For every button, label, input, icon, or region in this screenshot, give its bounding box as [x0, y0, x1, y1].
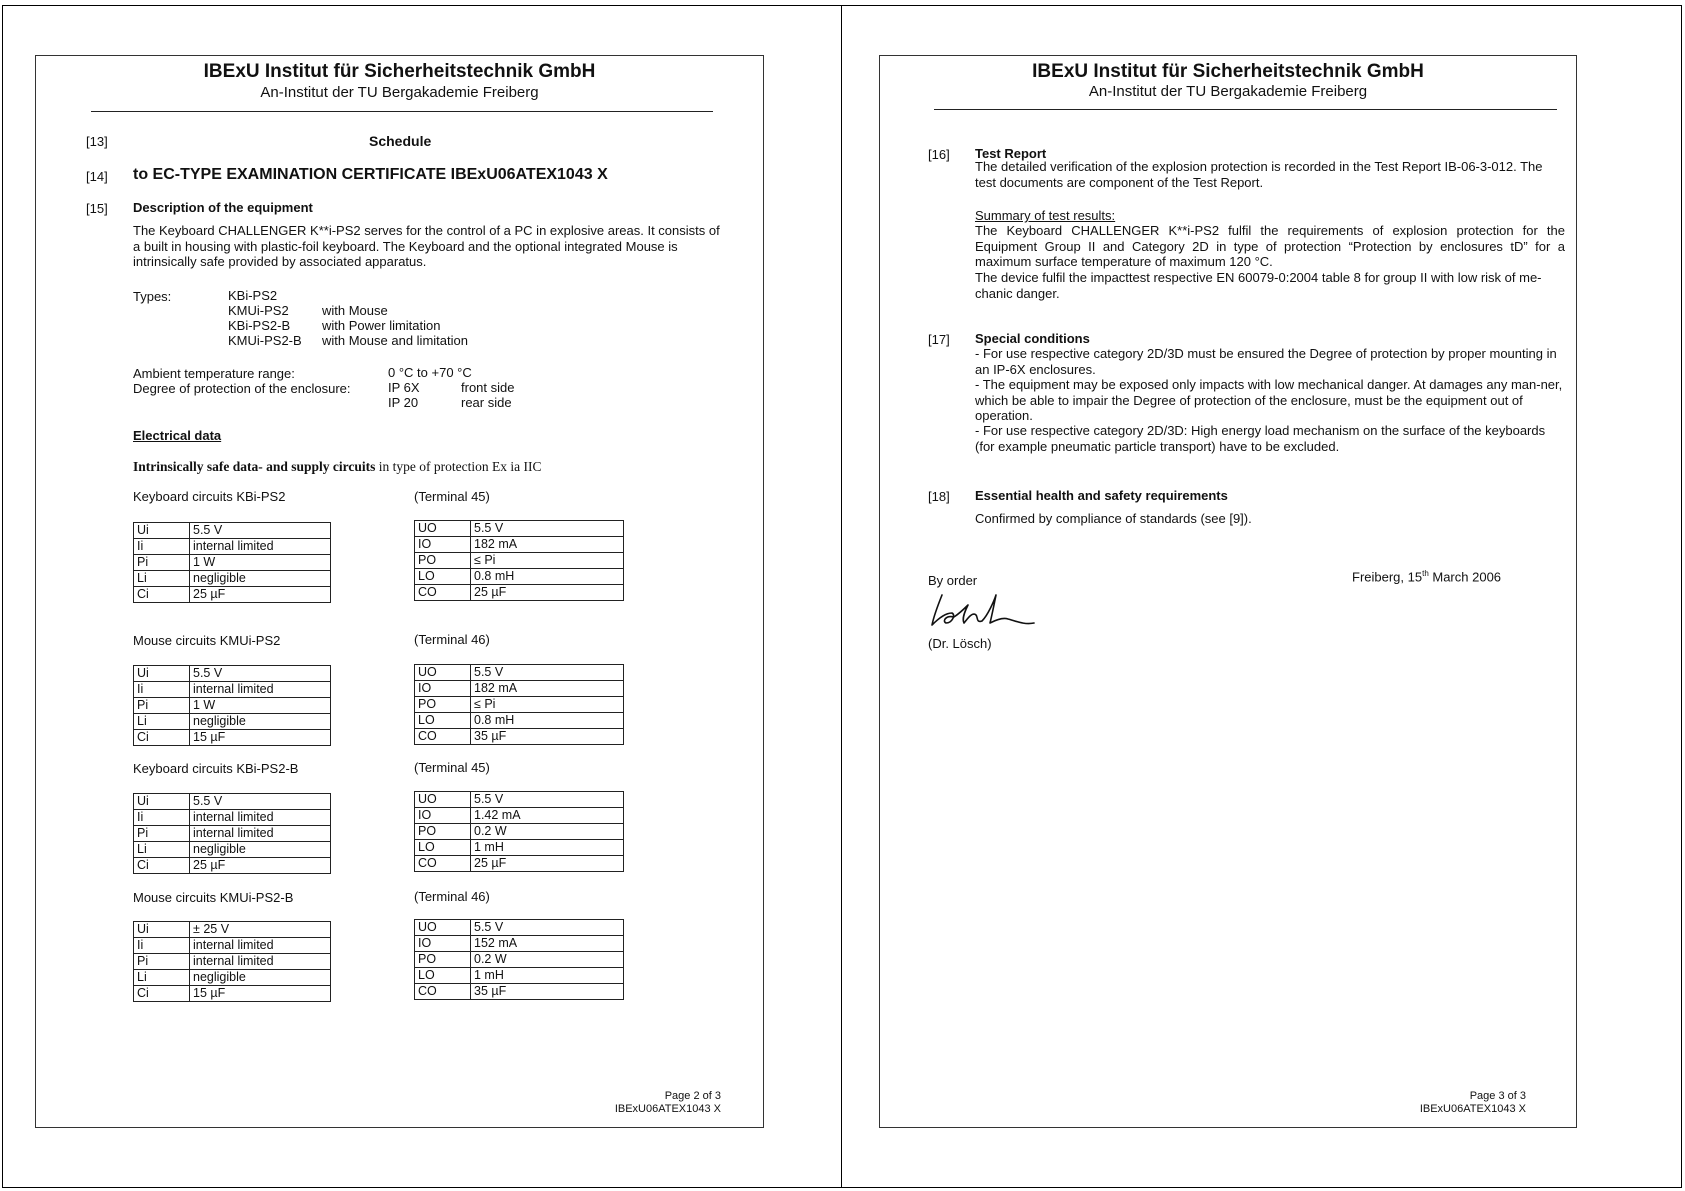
type-row [228, 288, 277, 303]
param-value: 5.5 V [471, 665, 624, 681]
section-number-16: [16] [928, 147, 950, 162]
output-table [414, 791, 624, 872]
table-row [415, 840, 624, 856]
param-value: internal limited [190, 810, 331, 826]
intrinsic-line [133, 459, 542, 475]
table-row [134, 730, 331, 746]
param-value: 182 mA [471, 537, 624, 553]
param-value: 0.2 W [471, 952, 624, 968]
table-row [134, 970, 331, 986]
type-row [228, 318, 290, 333]
param-name: PO [415, 697, 471, 713]
table-row [415, 968, 624, 984]
circuit-terminal: (Terminal 45) [414, 489, 490, 504]
essential-requirements-text: Confirmed by compliance of standards (see [9]). [975, 511, 1252, 526]
test-report-text: The detailed verification of the explosion protection is recorded in the Test Report IB-06-3-012. The test documents are component of the Test Report. [975, 159, 1543, 190]
schedule-title: Schedule [369, 133, 432, 149]
type-note: with Power limitation [322, 318, 441, 333]
param-name: LO [415, 840, 471, 856]
footer-page-number: Page 3 of 3 [1469, 1090, 1526, 1102]
section-number-13: [13] [86, 134, 108, 149]
table-row [134, 938, 331, 954]
types-label: Types: [133, 289, 172, 304]
page-footer [615, 1090, 721, 1116]
param-name: LO [415, 968, 471, 984]
param-value: 25 µF [190, 587, 331, 603]
param-name: PO [415, 553, 471, 569]
param-name: Ui [134, 666, 190, 682]
date-suffix: March 2006 [1428, 569, 1502, 585]
circuit-title: Keyboard circuits KBi-PS2 [133, 489, 286, 504]
type-note: with Mouse and limitation [322, 333, 468, 348]
type-name: KMUi-PS2-B [228, 333, 302, 348]
param-name: UO [415, 920, 471, 936]
param-name: UO [415, 665, 471, 681]
param-value: 182 mA [471, 681, 624, 697]
table-row [415, 521, 624, 537]
param-value: negligible [190, 714, 331, 730]
param-value: internal limited [190, 954, 331, 970]
param-name: Ii [134, 539, 190, 555]
certificate-title: to EC-TYPE EXAMINATION CERTIFICATE IBExU06ATEX1043 X [133, 166, 608, 183]
special-condition-item: - The equipment may be exposed only impacts with low mechanical danger. At damages any man-ner, which be able to impair the Degree of protection of the enclosure, must be the equipment out of operation. [975, 377, 1563, 423]
table-row [415, 808, 624, 824]
param-name: Li [134, 842, 190, 858]
table-row [415, 537, 624, 553]
table-row [415, 824, 624, 840]
param-value: internal limited [190, 826, 331, 842]
type-name: KBi-PS2-B [228, 318, 291, 333]
ambient-label: Ambient temperature range: [133, 366, 295, 381]
param-name: CO [415, 856, 471, 872]
table-row [415, 585, 624, 601]
protection-side: rear side [461, 395, 512, 410]
summary-text: The Keyboard CHALLENGER K**i-PS2 fulfil the requirements of explosion protection for the Equipment Group II and Category 2D in type of protection “Protection by enclosures tD” for a maximum surface temperature of maximum 120 °C. [975, 223, 1565, 269]
param-value: 5.5 V [190, 666, 331, 682]
protection-side: front side [461, 380, 515, 395]
table-row [134, 682, 331, 698]
header-rule [934, 109, 1557, 110]
ambient-value: 0 °C to +70 °C [388, 365, 472, 380]
table-row [415, 665, 624, 681]
param-name: Pi [134, 698, 190, 714]
table-row [415, 952, 624, 968]
param-value: 25 µF [471, 856, 624, 872]
table-row [415, 984, 624, 1000]
table-row [134, 666, 331, 682]
param-value: 25 µF [190, 858, 331, 874]
table-row [415, 681, 624, 697]
institute-name: IBExU Institut für Sicherheitstechnik GmbH [1032, 61, 1424, 82]
section-number-14: [14] [86, 169, 108, 184]
param-name: UO [415, 792, 471, 808]
circuit-title: Mouse circuits KMUi-PS2 [133, 633, 281, 648]
output-table [414, 919, 624, 1000]
param-name: Pi [134, 555, 190, 571]
circuit-terminal: (Terminal 46) [414, 632, 490, 647]
table-row [134, 571, 331, 587]
table-row [134, 858, 331, 874]
input-table [133, 665, 331, 746]
param-value: 0.2 W [471, 824, 624, 840]
param-name: IO [415, 936, 471, 952]
param-name: Ci [134, 986, 190, 1002]
table-row [415, 553, 624, 569]
description-text: The Keyboard CHALLENGER K**i-PS2 serves for the control of a PC in explosive areas. It consists of a built in housing with plastic-foil keyboard. The Keyboard and the optional integrated Mouse is intrinsically safe provided by associated apparatus. [133, 223, 720, 269]
type-name: KBi-PS2 [228, 288, 278, 303]
table-row [134, 714, 331, 730]
param-value: negligible [190, 571, 331, 587]
param-value: 152 mA [471, 936, 624, 952]
circuit-title: Mouse circuits KMUi-PS2-B [133, 890, 294, 905]
param-name: PO [415, 824, 471, 840]
header-rule [91, 111, 713, 112]
table-row [134, 922, 331, 938]
section-number-15: [15] [86, 201, 108, 216]
page-divider [841, 5, 842, 1188]
param-value: 5.5 V [471, 920, 624, 936]
type-name: KMUi-PS2 [228, 303, 289, 318]
param-value: 1 mH [471, 840, 624, 856]
type-row [228, 333, 302, 348]
table-row [134, 986, 331, 1002]
param-name: Ui [134, 922, 190, 938]
table-row [134, 842, 331, 858]
by-order-label: By order [928, 573, 978, 588]
table-row [415, 729, 624, 745]
table-row [134, 810, 331, 826]
param-value: 5.5 V [471, 792, 624, 808]
param-value: 15 µF [190, 730, 331, 746]
param-value: 1 W [190, 555, 331, 571]
footer-certificate: IBExU06ATEX1043 X [1419, 1103, 1526, 1115]
param-value: 35 µF [471, 984, 624, 1000]
protection-label: Degree of protection of the enclosure: [133, 381, 351, 396]
type-note: with Mouse [322, 303, 388, 318]
electrical-heading: Electrical data [133, 428, 222, 443]
param-name: Li [134, 714, 190, 730]
param-name: Pi [134, 954, 190, 970]
param-name: CO [415, 729, 471, 745]
output-table [414, 664, 624, 745]
param-value: 0.8 mH [471, 569, 624, 585]
param-value: ≤ Pi [471, 553, 624, 569]
param-value: internal limited [190, 682, 331, 698]
date-ordinal: th [1422, 569, 1429, 578]
param-value: 5.5 V [471, 521, 624, 537]
signer-name: (Dr. Lösch) [928, 636, 992, 651]
special-conditions-heading: Special conditions [975, 331, 1090, 346]
footer-page-number: Page 2 of 3 [664, 1090, 721, 1102]
section-number-18: [18] [928, 489, 950, 504]
param-value: 1.42 mA [471, 808, 624, 824]
param-name: IO [415, 681, 471, 697]
param-value: 5.5 V [190, 794, 331, 810]
table-row [415, 713, 624, 729]
param-name: IO [415, 537, 471, 553]
param-value: 1 mH [471, 968, 624, 984]
param-name: LO [415, 569, 471, 585]
protection-code: IP 20 [388, 395, 419, 410]
description-heading: Description of the equipment [133, 200, 313, 215]
param-value: 25 µF [471, 585, 624, 601]
table-row [134, 954, 331, 970]
param-name: Ci [134, 858, 190, 874]
param-name: Ii [134, 810, 190, 826]
table-row [134, 523, 331, 539]
param-value: 35 µF [471, 729, 624, 745]
param-value: internal limited [190, 539, 331, 555]
table-row [134, 826, 331, 842]
special-condition-item: - For use respective category 2D/3D: High energy load mechanism on the surface of the keyboards (for example pneumatic particle transport) have to be excluded. [975, 423, 1546, 454]
input-table [133, 921, 331, 1002]
circuit-terminal: (Terminal 45) [414, 760, 490, 775]
param-value: 1 W [190, 698, 331, 714]
table-row [415, 856, 624, 872]
param-value: 0.8 mH [471, 713, 624, 729]
intrinsic-bold: Intrinsically safe data- and supply circuits [133, 459, 376, 474]
param-name: IO [415, 808, 471, 824]
param-name: Ci [134, 587, 190, 603]
page-2 [35, 55, 764, 1128]
param-value: ≤ Pi [471, 697, 624, 713]
table-row [134, 794, 331, 810]
signature-mark [928, 591, 1043, 631]
institute-subtitle: An-Institut der TU Bergakademie Freiberg [260, 84, 539, 101]
param-value: 5.5 V [190, 523, 331, 539]
date-prefix: Freiberg, 15 [1352, 569, 1423, 585]
intrinsic-rest: in type of protection Ex ia IIC [375, 459, 542, 474]
page-3 [879, 55, 1577, 1128]
param-value: negligible [190, 970, 331, 986]
page-footer [1420, 1090, 1526, 1116]
table-row [134, 555, 331, 571]
type-row [228, 303, 289, 318]
param-name: CO [415, 585, 471, 601]
table-row [134, 698, 331, 714]
param-value: 15 µF [190, 986, 331, 1002]
footer-certificate: IBExU06ATEX1043 X [614, 1103, 721, 1115]
summary-text-impact: The device fulfil the impacttest respective EN 60079-0:2004 table 8 for group II with low risk of me-chanic danger. [975, 270, 1542, 301]
param-name: CO [415, 984, 471, 1000]
param-name: Ui [134, 794, 190, 810]
param-name: UO [415, 521, 471, 537]
param-name: LO [415, 713, 471, 729]
signature-date [1352, 569, 1501, 584]
table-row [134, 539, 331, 555]
output-table [414, 520, 624, 601]
test-report-heading: Test Report [975, 146, 1047, 161]
param-name: Pi [134, 826, 190, 842]
protection-code: IP 6X [388, 380, 420, 395]
circuit-title: Keyboard circuits KBi-PS2-B [133, 761, 299, 776]
param-value: negligible [190, 842, 331, 858]
param-name: Li [134, 970, 190, 986]
input-table [133, 522, 331, 603]
param-name: Li [134, 571, 190, 587]
institute-subtitle: An-Institut der TU Bergakademie Freiberg [1088, 83, 1368, 100]
param-value: internal limited [190, 938, 331, 954]
special-condition-item: - For use respective category 2D/3D must be ensured the Degree of protection by proper mounting in an IP-6X enclosures. [975, 346, 1557, 377]
input-table [133, 793, 331, 874]
summary-heading: Summary of test results: [975, 208, 1116, 223]
institute-name: IBExU Institut für Sicherheitstechnik GmbH [203, 61, 596, 82]
param-name: PO [415, 952, 471, 968]
table-row [415, 920, 624, 936]
table-row [415, 697, 624, 713]
essential-requirements-heading: Essential health and safety requirements [975, 488, 1228, 503]
circuit-terminal: (Terminal 46) [414, 889, 490, 904]
param-name: Ii [134, 938, 190, 954]
table-row [415, 792, 624, 808]
param-value: ± 25 V [190, 922, 331, 938]
section-number-17: [17] [928, 332, 950, 347]
param-name: Ii [134, 682, 190, 698]
table-row [415, 569, 624, 585]
table-row [134, 587, 331, 603]
table-row [415, 936, 624, 952]
param-name: Ci [134, 730, 190, 746]
param-name: Ui [134, 523, 190, 539]
